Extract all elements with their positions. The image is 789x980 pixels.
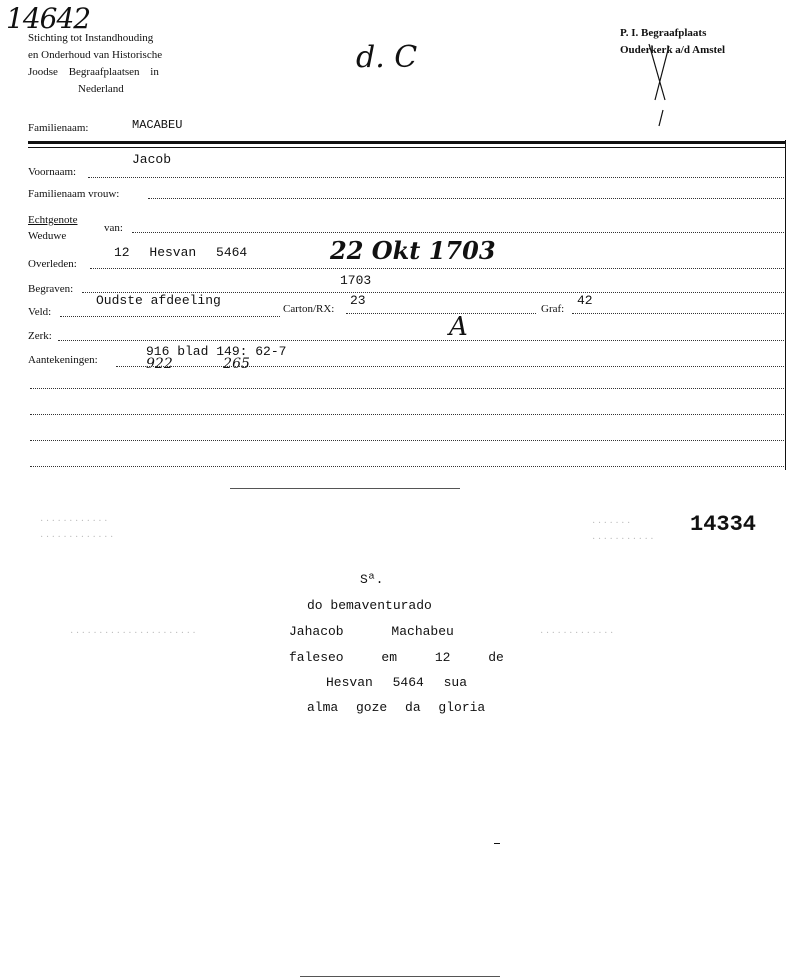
inscription-line: do bemaventurado — [307, 598, 432, 613]
cemetery-line: P. I. Begraafplaats — [620, 27, 707, 39]
familienaam-vrouw-label: Familienaam vrouw: — [28, 188, 120, 200]
institution-line: Stichting tot Instandhouding — [28, 32, 154, 44]
carton-line — [346, 313, 536, 314]
overleden-label: Overleden: — [28, 258, 77, 270]
overleden-handwritten-date: 22 Okt 1703 — [330, 236, 496, 265]
cemetery-line: Ouderkerk a/d Amstel — [620, 44, 726, 56]
stamp-mark: d. C — [356, 40, 418, 75]
blank-line — [30, 466, 784, 467]
blank-line — [30, 388, 784, 389]
inscription-line: Jahacob Machabeu — [289, 624, 454, 639]
begraven-value: 1703 — [340, 273, 372, 288]
graf-value: 42 — [577, 293, 593, 308]
carton-value: 23 — [350, 293, 366, 308]
begraven-label: Begraven: — [28, 283, 74, 295]
overleden-value: 12 Hesvan 5464 — [114, 245, 248, 260]
blank-line — [30, 414, 784, 415]
veld-label: Veld: — [28, 306, 52, 318]
graf-label: Graf: — [541, 303, 565, 315]
voornaam-label: Voornaam: — [28, 166, 77, 178]
weduwe-label: Weduwe — [28, 230, 67, 242]
stray-mark — [494, 843, 500, 844]
echtgenote-label: Echtgenote — [28, 214, 78, 226]
carton-label: Carton/RX: — [283, 303, 335, 315]
header-rule-thin — [28, 147, 786, 148]
familienaam-value: MACABEU — [132, 118, 183, 132]
institution-name — [28, 30, 162, 98]
overleden-line — [90, 268, 784, 269]
aantekeningen-line — [116, 366, 784, 367]
veld-line — [60, 316, 280, 317]
faint-bleed-text: · · · · · · · · · · · · — [40, 516, 108, 527]
faint-bleed-text: · · · · · · · — [592, 518, 631, 529]
inscription-line: alma goze da gloria — [307, 700, 486, 715]
institution-line: en Onderhoud van Historische — [28, 49, 163, 61]
faint-bleed-text: · · · · · · · · · · · · · · · · · · · · · · — [70, 628, 196, 639]
voornaam-value: Jacob — [132, 152, 172, 167]
institution-line: Nederland — [78, 83, 124, 95]
institution-line: Joodse Begraafplaatsen in — [28, 66, 159, 78]
inscription-line: faleseo em 12 de — [289, 650, 504, 665]
familienaam-vrouw-line — [148, 198, 784, 199]
zerk-handwritten-mark: A — [449, 312, 468, 342]
faint-bleed-text: · · · · · · · · · · · — [592, 534, 654, 545]
zerk-label: Zerk: — [28, 330, 52, 342]
van-label: van: — [104, 222, 123, 234]
zerk-line — [58, 340, 784, 341]
aantekeningen-line-2: 922 265 — [146, 356, 250, 372]
blank-line — [30, 440, 784, 441]
handwritten-card-number: 14642 — [6, 2, 91, 35]
van-line — [132, 232, 784, 233]
inscription-number: 14334 — [690, 512, 757, 537]
aantekeningen-label: Aantekeningen: — [28, 354, 98, 366]
graf-line — [572, 313, 784, 314]
card-bottom-edge — [230, 488, 460, 489]
card-right-border — [785, 140, 786, 470]
inscription-line: Hesvan 5464 sua — [326, 675, 468, 690]
veld-value: Oudste afdeeling — [96, 293, 221, 308]
faint-bleed-text: · · · · · · · · · · · · · — [540, 628, 614, 639]
bottom-edge-mark — [300, 976, 500, 977]
familienaam-label: Familienaam: — [28, 122, 89, 134]
header-rule-thick — [28, 141, 786, 144]
voornaam-line — [88, 177, 784, 178]
aantekeningen-line-1: 916 blad 149: 62-7 — [146, 344, 287, 359]
faint-bleed-text: · · · · · · · · · · · · · — [40, 532, 114, 543]
handwritten-cross-mark — [645, 40, 675, 130]
inscription-line: Sª. — [360, 572, 384, 587]
